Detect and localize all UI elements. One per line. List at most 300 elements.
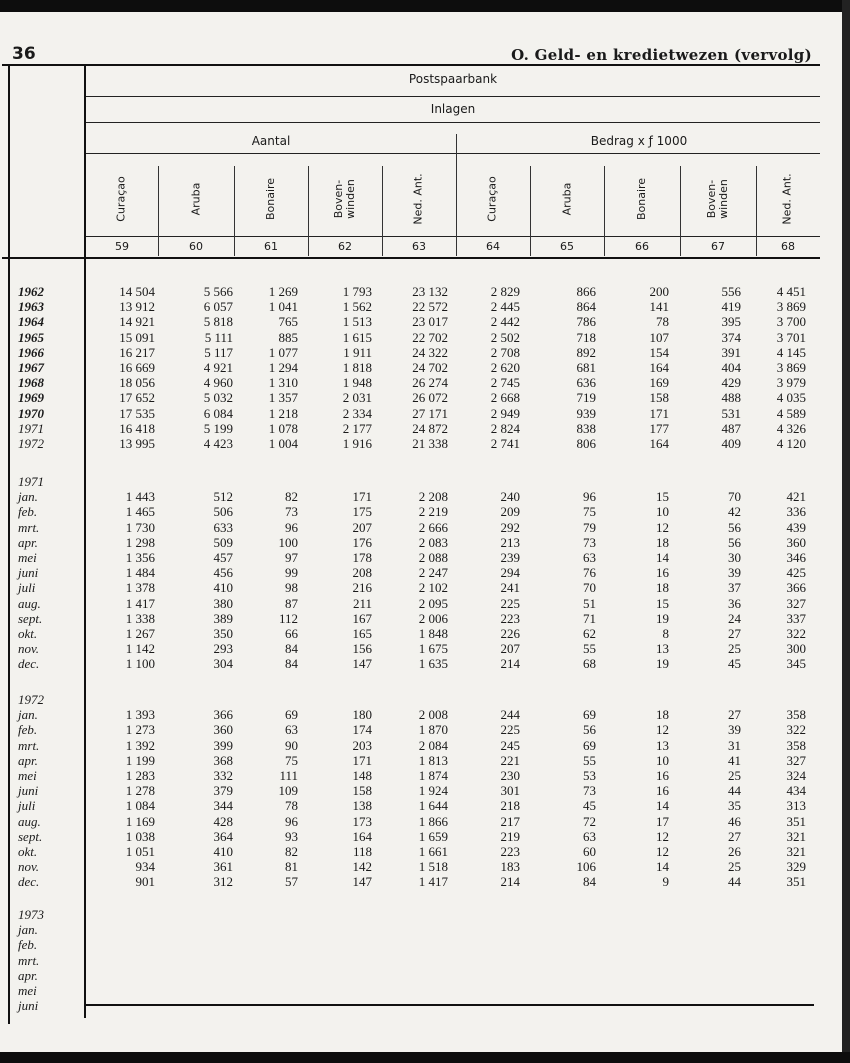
header-bedrag: Bedrag x ƒ 1000 (590, 134, 688, 148)
table-cell: 27 171 (412, 405, 448, 421)
table-cell: 2 006 (418, 610, 448, 626)
table-cell: 1 866 (418, 813, 448, 829)
row-label: 1967 (18, 360, 44, 375)
table-cell: 292 (500, 519, 520, 535)
table-cell: 1 267 (125, 626, 155, 641)
table-cell: 901 (135, 874, 155, 890)
table-cell: 173 (352, 813, 372, 829)
table-cell: 1 644 (418, 798, 448, 814)
table-cell: 24 872 (412, 420, 448, 436)
table-cell: 16 669 (119, 360, 155, 375)
table-cell: 531 (721, 405, 741, 421)
table-cell: 1 916 (342, 436, 372, 451)
table-cell: 409 (721, 436, 741, 451)
column-number: 65 (560, 240, 574, 253)
table-cell: 934 (135, 859, 155, 875)
table-cell: 2 502 (490, 329, 520, 345)
table-cell: 17 535 (119, 405, 155, 421)
table-cell: 4 423 (203, 436, 233, 451)
header-inlagen: Inlagen (430, 102, 476, 116)
table-cell: 55 (583, 641, 596, 657)
table-cell: 99 (285, 565, 298, 581)
table-cell: 1 077 (268, 344, 298, 360)
column-header (756, 166, 820, 232)
row-label: mrt. (18, 952, 40, 968)
table-cell: 16 (656, 768, 669, 783)
table-cell: 304 (213, 656, 233, 672)
table-cell: 5 199 (203, 420, 233, 436)
row-label: nov. (18, 859, 40, 875)
table-cell: 4 960 (203, 375, 233, 391)
table-cell: 19 (656, 656, 669, 672)
table-cell: 1 465 (125, 504, 155, 520)
table-cell: 1 356 (125, 550, 155, 565)
table-cell: 16 217 (119, 344, 155, 360)
row-label: juli (18, 580, 36, 596)
table-cell: 2 829 (490, 284, 520, 299)
table-cell: 87 (285, 595, 298, 611)
column-header (382, 166, 456, 232)
row-label: nov. (18, 641, 40, 657)
table-cell: 45 (583, 798, 596, 814)
table-cell: 70 (583, 580, 596, 596)
table-cell: 4 326 (776, 420, 806, 436)
table-cell: 410 (213, 580, 233, 596)
table-cell: 351 (786, 874, 806, 890)
table-cell: 2 824 (490, 420, 520, 436)
table-cell: 62 (583, 626, 596, 641)
table-cell: 16 (656, 565, 669, 581)
table-cell: 366 (213, 707, 233, 723)
column-header (604, 166, 680, 232)
column-header-label: Aruba (189, 182, 202, 216)
table-cell: 2 949 (490, 405, 520, 421)
table-cell: 1 218 (268, 405, 298, 421)
table-cell: 885 (278, 329, 298, 345)
table-cell: 2 741 (490, 436, 520, 451)
table-cell: 176 (352, 534, 372, 550)
scan-top-edge (0, 0, 850, 12)
table-cell: 2 102 (418, 580, 448, 596)
table-cell: 419 (721, 299, 741, 315)
table-cell: 3 701 (776, 329, 806, 345)
table-cell: 1 848 (418, 626, 448, 641)
column-header (158, 166, 234, 232)
table-cell: 158 (352, 783, 372, 799)
table-cell: 111 (279, 768, 298, 783)
table-cell: 138 (352, 798, 372, 814)
table-cell: 75 (285, 752, 298, 768)
table-cell: 2 084 (418, 737, 448, 753)
table-cell: 1 562 (342, 299, 372, 315)
table-cell: 239 (500, 550, 520, 565)
table-cell: 72 (583, 813, 596, 829)
table-cell: 13 (656, 737, 669, 753)
table-cell: 23 017 (412, 314, 448, 330)
table-cell: 327 (786, 595, 806, 611)
table-cell: 24 322 (412, 344, 448, 360)
table-cell: 1 518 (418, 859, 448, 875)
table-cell: 4 035 (776, 390, 806, 406)
table-cell: 2 031 (342, 390, 372, 406)
row-label: jan. (18, 922, 38, 938)
table-cell: 9 (662, 874, 669, 890)
table-cell: 18 (656, 534, 669, 550)
table-cell: 293 (213, 641, 233, 657)
table-cell: 13 912 (119, 299, 155, 315)
table-cell: 345 (786, 656, 806, 672)
table-cell: 1 199 (125, 752, 155, 768)
table-cell: 45 (728, 656, 741, 672)
scan-right-edge (842, 0, 850, 1063)
table-cell: 53 (583, 768, 596, 783)
table-cell: 18 (656, 580, 669, 596)
table-cell: 82 (285, 844, 298, 859)
table-cell: 1 793 (342, 284, 372, 299)
table-cell: 389 (213, 610, 233, 626)
table-cell: 327 (786, 752, 806, 768)
table-cell: 46 (728, 813, 741, 829)
table-cell: 1 484 (125, 565, 155, 581)
header-aantal: Aantal (251, 134, 291, 148)
table-cell: 84 (285, 641, 298, 657)
row-label: 1963 (18, 299, 44, 315)
table-cell: 1 298 (125, 534, 155, 550)
table-cell: 1 269 (268, 284, 298, 299)
table-cell: 164 (649, 360, 669, 375)
table-cell: 118 (352, 844, 372, 859)
table-cell: 351 (786, 813, 806, 829)
table-cell: 141 (649, 299, 669, 315)
table-cell: 866 (576, 284, 596, 299)
table-cell: 73 (583, 534, 596, 550)
table-cell: 14 (656, 550, 669, 565)
column-number: 60 (189, 240, 203, 253)
table-cell: 19 (656, 610, 669, 626)
table-cell: 18 056 (119, 375, 155, 391)
table-cell: 207 (500, 641, 520, 657)
column-number: 64 (486, 240, 500, 253)
table-cell: 22 702 (412, 329, 448, 345)
table-cell: 82 (285, 489, 298, 505)
row-label: 1965 (18, 329, 44, 345)
table-cell: 165 (352, 626, 372, 641)
row-label: sept. (18, 610, 43, 626)
table-cell: 56 (728, 519, 741, 535)
table-cell: 1 038 (125, 828, 155, 844)
table-cell: 1 393 (125, 707, 155, 723)
table-cell: 39 (728, 565, 741, 581)
row-label: 1966 (18, 344, 44, 360)
table-cell: 4 451 (776, 284, 806, 299)
table-cell: 892 (576, 344, 596, 360)
table-cell: 5 117 (204, 344, 233, 360)
table-cell: 66 (285, 626, 298, 641)
table-cell: 147 (352, 656, 372, 672)
table-cell: 218 (500, 798, 520, 814)
table-cell: 23 132 (412, 284, 448, 299)
table-cell: 1 100 (125, 656, 155, 672)
row-label: dec. (18, 874, 40, 890)
table-cell: 391 (721, 344, 741, 360)
table-cell: 1 818 (342, 360, 372, 375)
column-header-label: Curaçao (486, 176, 499, 222)
scan-bottom-edge (0, 1052, 850, 1063)
column-header (308, 166, 382, 232)
table-cell: 1 169 (125, 813, 155, 829)
table-cell: 5 566 (203, 284, 233, 299)
row-label: mrt. (18, 737, 40, 753)
table-cell: 213 (500, 534, 520, 550)
table-cell: 93 (285, 828, 298, 844)
table-cell: 1 635 (418, 656, 448, 672)
table-cell: 294 (500, 565, 520, 581)
table-cell: 169 (649, 375, 669, 391)
table-cell: 25 (728, 859, 741, 875)
column-number: 61 (264, 240, 278, 253)
column-number: 68 (781, 240, 795, 253)
table-cell: 154 (649, 344, 669, 360)
row-label: apr. (18, 967, 38, 983)
table-cell: 100 (278, 534, 298, 550)
table-cell: 17 (656, 813, 669, 829)
table-cell: 3 869 (776, 360, 806, 375)
table-cell: 156 (352, 641, 372, 657)
table-cell: 171 (352, 489, 372, 505)
table-cell: 399 (213, 737, 233, 753)
table-cell: 1 443 (125, 489, 155, 505)
table-cell: 70 (728, 489, 741, 505)
table-cell: 180 (352, 707, 372, 723)
table-cell: 214 (500, 874, 520, 890)
table-cell: 200 (649, 284, 669, 299)
table-cell: 681 (576, 360, 596, 375)
section-year-label: 1972 (18, 692, 44, 707)
table-cell: 106 (576, 859, 596, 875)
table-cell: 313 (786, 798, 806, 814)
table-cell: 84 (285, 656, 298, 672)
row-label: 1971 (18, 420, 44, 436)
row-label: mei (18, 550, 37, 565)
table-cell: 1 874 (418, 768, 448, 783)
table-cell: 336 (786, 504, 806, 520)
column-header-label: Bonaire (264, 177, 277, 221)
table-cell: 1 730 (125, 519, 155, 535)
table-cell: 147 (352, 874, 372, 890)
table-cell: 488 (721, 390, 741, 406)
table-cell: 2 083 (418, 534, 448, 550)
table-cell: 1 911 (343, 344, 372, 360)
table-cell: 26 072 (412, 390, 448, 406)
table-cell: 322 (786, 626, 806, 641)
table-cell: 1 513 (342, 314, 372, 330)
table-cell: 1 051 (125, 844, 155, 859)
table-cell: 636 (576, 375, 596, 391)
table-cell: 22 572 (412, 299, 448, 315)
table-cell: 1 041 (268, 299, 298, 315)
column-header (456, 166, 530, 232)
table-cell: 12 (656, 722, 669, 738)
table-cell: 39 (728, 722, 741, 738)
table-cell: 374 (721, 329, 741, 345)
table-cell: 425 (786, 565, 806, 581)
column-header-label: Boven- winden (705, 179, 730, 219)
table-cell: 78 (656, 314, 669, 330)
table-cell: 16 418 (119, 420, 155, 436)
table-cell: 2 445 (490, 299, 520, 315)
table-cell: 13 995 (119, 436, 155, 451)
table-cell: 1 283 (125, 768, 155, 783)
row-label: 1964 (18, 314, 44, 330)
table-cell: 439 (786, 519, 806, 535)
table-cell: 2 442 (490, 314, 520, 330)
table-cell: 1 004 (268, 436, 298, 451)
table-cell: 16 (656, 783, 669, 799)
table-cell: 55 (583, 752, 596, 768)
table-cell: 395 (721, 314, 741, 330)
table-cell: 487 (721, 420, 741, 436)
table-cell: 107 (649, 329, 669, 345)
column-header (86, 166, 158, 232)
table-cell: 1 948 (342, 375, 372, 391)
table-cell: 84 (583, 874, 596, 890)
table-cell: 183 (500, 859, 520, 875)
table-cell: 96 (583, 489, 596, 505)
row-label: feb. (18, 722, 38, 738)
table-cell: 112 (278, 610, 298, 626)
table-cell: 14 921 (119, 314, 155, 330)
table-cell: 1 615 (342, 329, 372, 345)
table-cell: 76 (583, 565, 596, 581)
rule-below-aantal (86, 153, 820, 154)
table-cell: 2 177 (342, 420, 372, 436)
table-cell: 312 (213, 874, 233, 890)
table-cell: 344 (213, 798, 233, 814)
table-cell: 404 (721, 360, 741, 375)
row-label: juli (18, 798, 36, 814)
document-page (0, 12, 842, 1052)
table-cell: 8 (662, 626, 669, 641)
table-cell: 368 (213, 752, 233, 768)
row-label: feb. (18, 937, 38, 953)
row-label: 1970 (18, 405, 44, 421)
row-label: okt. (18, 844, 38, 859)
table-cell: 158 (649, 390, 669, 406)
table-cell: 380 (213, 595, 233, 611)
table-cell: 18 (656, 707, 669, 723)
column-header-label: Curaçao (115, 176, 128, 222)
table-cell: 75 (583, 504, 596, 520)
table-cell: 96 (285, 813, 298, 829)
row-label: 1962 (18, 284, 44, 299)
table-cell: 1 084 (125, 798, 155, 814)
table-cell: 27 (728, 707, 741, 723)
table-cell: 421 (786, 489, 806, 505)
column-header-label: Bonaire (635, 177, 648, 221)
table-cell: 12 (656, 519, 669, 535)
table-cell: 346 (786, 550, 806, 565)
table-bottom-rule (84, 1004, 814, 1006)
table-cell: 69 (583, 737, 596, 753)
table-cell: 63 (285, 722, 298, 738)
table-cell: 12 (656, 828, 669, 844)
table-cell: 96 (285, 519, 298, 535)
row-label: apr. (18, 752, 38, 768)
table-cell: 3 869 (776, 299, 806, 315)
table-cell: 37 (728, 580, 741, 596)
table-cell: 360 (213, 722, 233, 738)
row-label: jan. (18, 489, 38, 505)
row-label: feb. (18, 504, 38, 520)
column-header-label: Aruba (560, 182, 573, 216)
table-cell: 6 057 (203, 299, 233, 315)
table-cell: 765 (278, 314, 298, 330)
table-cell: 2 208 (418, 489, 448, 505)
table-cell: 244 (500, 707, 520, 723)
rule-below-colnum (2, 257, 820, 259)
page-title: O. Geld- en kredietwezen (vervolg) (511, 46, 812, 64)
column-number: 59 (115, 240, 129, 253)
table-cell: 167 (352, 610, 372, 626)
table-cell: 12 (656, 844, 669, 859)
table-cell: 1 417 (418, 874, 448, 890)
table-cell: 456 (213, 565, 233, 581)
table-cell: 148 (352, 768, 372, 783)
row-label: apr. (18, 534, 38, 550)
table-cell: 30 (728, 550, 741, 565)
table-cell: 2 088 (418, 550, 448, 565)
table-cell: 44 (728, 874, 741, 890)
table-cell: 6 084 (203, 405, 233, 421)
table-cell: 21 338 (412, 436, 448, 451)
table-cell: 226 (500, 626, 520, 641)
table-cell: 27 (728, 626, 741, 641)
table-cell: 24 (728, 610, 741, 626)
table-cell: 44 (728, 783, 741, 799)
table-cell: 97 (285, 550, 298, 565)
table-cell: 1 675 (418, 641, 448, 657)
table-cell: 2 745 (490, 375, 520, 391)
table-cell: 350 (213, 626, 233, 641)
column-number: 66 (635, 240, 649, 253)
table-cell: 2 008 (418, 707, 448, 723)
table-cell: 786 (576, 314, 596, 330)
row-label: sept. (18, 828, 43, 844)
row-label: 1969 (18, 390, 44, 406)
table-cell: 2 668 (490, 390, 520, 406)
table-cell: 60 (583, 844, 596, 859)
table-cell: 142 (352, 859, 372, 875)
table-cell: 2 219 (418, 504, 448, 520)
table-cell: 41 (728, 752, 741, 768)
table-cell: 1 813 (418, 752, 448, 768)
table-cell: 434 (786, 783, 806, 799)
table-cell: 14 (656, 859, 669, 875)
table-cell: 225 (500, 722, 520, 738)
row-label: okt. (18, 626, 38, 641)
table-cell: 1 659 (418, 828, 448, 844)
column-header-label: Boven- winden (332, 179, 357, 219)
row-label: 1968 (18, 375, 44, 391)
rule-below-group (86, 96, 820, 97)
table-cell: 207 (352, 519, 372, 535)
table-cell: 360 (786, 534, 806, 550)
table-cell: 2 095 (418, 595, 448, 611)
column-header (680, 166, 756, 232)
table-cell: 512 (213, 489, 233, 505)
table-cell: 171 (352, 752, 372, 768)
table-cell: 1 357 (268, 390, 298, 406)
